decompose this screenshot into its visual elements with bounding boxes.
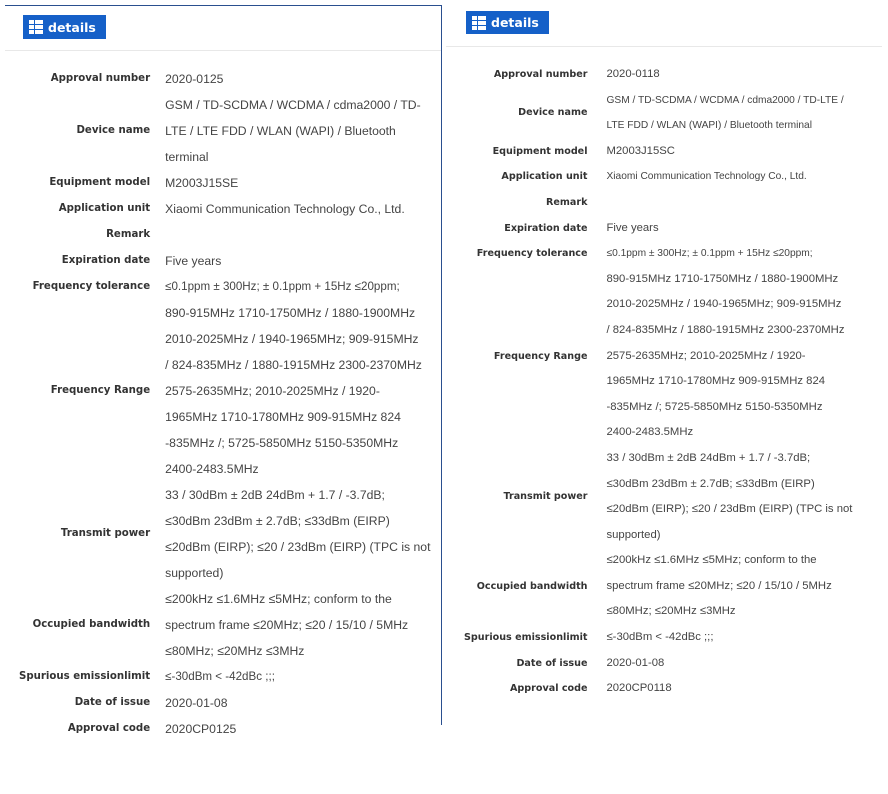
field-value-line: ≤-30dBm < -42dBc ;;; (165, 670, 275, 683)
detail-row (464, 625, 866, 651)
field-value-line: spectrum frame ≤20MHz; ≤20 / 15/10 / 5MHz (606, 579, 832, 592)
field-value-line: 2010-2025MHz / 1940-1965MHz; 909-915MHz (606, 298, 842, 311)
detail-row (19, 66, 430, 92)
detail-row (19, 586, 430, 664)
field-value-line: GSM / TD-SCDMA / WCDMA / cdma2000 / TD-LTE / (606, 94, 844, 106)
field-value (165, 274, 430, 300)
field-value (165, 664, 430, 690)
field-value-line: 2575-2635MHz; 2010-2025MHz / 1920- (606, 349, 806, 362)
field-value (606, 190, 866, 216)
field-label: Expiration date (61, 255, 151, 266)
field-value (606, 241, 866, 267)
field-label: Frequency Range (493, 350, 588, 362)
field-value-line: 33 / 30dBm ± 2dB 24dBm + 1.7 / -3.7dB; (606, 451, 811, 464)
field-label: Transmit power (503, 491, 588, 503)
field-label: Remark (546, 196, 588, 208)
field-label: Device name (76, 125, 151, 136)
detail-row (464, 216, 866, 242)
field-label: Approval code (509, 683, 588, 695)
field-value (165, 716, 430, 742)
detail-row (464, 676, 866, 702)
field-value-line: ≤30dBm 23dBm ± 2.7dB; ≤33dBm (EIRP) (606, 477, 815, 490)
detail-row (19, 716, 430, 742)
field-value-line: ≤20dBm (EIRP); ≤20 / 23dBm (EIRP) (TPC is not (606, 503, 853, 516)
field-value (165, 248, 430, 274)
detail-row (464, 267, 866, 446)
field-value-line: / 824-835MHz / 1880-1915MHz 2300-2370MHz (165, 358, 422, 372)
field-value-line: 2020-01-08 (606, 656, 665, 669)
detail-row (464, 651, 866, 677)
field-value (165, 66, 430, 92)
field-value-line: supported) (165, 566, 224, 580)
field-value-line: 2020-0118 (606, 68, 660, 80)
field-value-line: 2020CP0118 (606, 682, 672, 695)
field-value-line: spectrum frame ≤20MHz; ≤20 / 15/10 / 5MHz (165, 618, 409, 632)
field-value-line: M2003J15SC (606, 144, 675, 157)
field-value (606, 164, 866, 190)
field-label: Occupied bandwidth (32, 619, 151, 630)
field-label: Equipment model (49, 177, 151, 188)
field-label: Transmit power (60, 528, 151, 539)
field-value-line: 1965MHz 1710-1780MHz 909-915MHz 824 (165, 410, 401, 424)
field-label: Approval number (50, 73, 151, 84)
field-value (606, 651, 866, 677)
header-divider (5, 50, 441, 51)
field-value-line: 1965MHz 1710-1780MHz 909-915MHz 824 (606, 375, 826, 388)
field-value-line: LTE FDD / WLAN (WAPI) / Bluetooth terminal (606, 120, 812, 132)
detail-row (19, 222, 430, 248)
field-value (606, 446, 866, 548)
field-value-line: 33 / 30dBm ± 2dB 24dBm + 1.7 / -3.7dB; (165, 488, 385, 502)
detail-row (19, 300, 430, 482)
field-label-line: Spurious emission (19, 671, 125, 682)
details-table (464, 62, 866, 702)
detail-row (19, 170, 430, 196)
detail-row (19, 482, 430, 586)
field-value-line: ≤20dBm (EIRP); ≤20 / 23dBm (EIRP) (TPC is not (165, 540, 431, 554)
field-value-line: GSM / TD-SCDMA / WCDMA / cdma2000 / TD- (165, 98, 421, 112)
field-value-line: -835MHz /; 5725-5850MHz 5150-5350MHz (165, 436, 399, 450)
field-value-line: supported) (606, 528, 661, 541)
field-value-line: 2020-01-08 (165, 696, 228, 710)
field-value-line: ≤200kHz ≤1.6MHz ≤5MHz; conform to the (165, 592, 392, 606)
panel-right-border (441, 5, 442, 725)
field-label-line: limit (124, 671, 151, 682)
field-label: Equipment model (492, 145, 588, 157)
detail-row (464, 62, 866, 88)
field-value-line: 2400-2483.5MHz (606, 426, 694, 439)
details-header (466, 11, 549, 34)
field-value-line: ≤80MHz; ≤20MHz ≤3MHz (606, 605, 736, 618)
details-title: details (48, 19, 96, 35)
field-label: Approval number (493, 69, 588, 80)
field-value-line: terminal (165, 150, 209, 164)
field-value (606, 625, 866, 651)
detail-row (19, 196, 430, 222)
field-value-line: 2575-2635MHz; 2010-2025MHz / 1920- (165, 384, 380, 398)
field-value-line: ≤0.1ppm ± 300Hz; ± 0.1ppm + 15Hz ≤20ppm; (606, 248, 813, 260)
list-icon (29, 20, 43, 34)
field-value-line: Xiaomi Communication Technology Co., Ltd. (165, 202, 405, 216)
field-value-line: / 824-835MHz / 1880-1915MHz 2300-2370MHz (606, 323, 845, 336)
field-value (165, 170, 430, 196)
field-value (606, 88, 866, 139)
field-label (464, 625, 606, 651)
field-label: Device name (518, 107, 588, 119)
field-label: Date of issue (516, 657, 588, 669)
field-label: Approval code (67, 723, 151, 734)
detail-row (19, 664, 430, 690)
field-value (606, 548, 866, 625)
field-label-line: Spurious emission (464, 632, 564, 644)
detail-row (464, 139, 866, 165)
detail-row (464, 190, 866, 216)
detail-row (464, 88, 866, 139)
field-value (606, 216, 866, 242)
field-value (165, 300, 430, 482)
field-value-line: Five years (165, 254, 222, 268)
field-value (165, 482, 430, 586)
field-value (606, 676, 866, 702)
field-value-line: M2003J15SE (165, 176, 239, 190)
field-value-line: 2020CP0125 (165, 722, 237, 736)
field-value-line: LTE / LTE FDD / WLAN (WAPI) / Bluetooth (165, 124, 396, 138)
field-value (165, 92, 430, 170)
detail-row (464, 446, 866, 548)
field-label: Application unit (58, 203, 151, 214)
approval-panel-right (446, 3, 882, 733)
field-value-line (165, 222, 430, 248)
field-value-line: ≤-30dBm < -42dBc ;;; (606, 631, 714, 644)
field-value-line: ≤30dBm 23dBm ± 2.7dB; ≤33dBm (EIRP) (165, 514, 390, 528)
field-value (606, 139, 866, 165)
field-value (165, 196, 430, 222)
field-value-line: Xiaomi Communication Technology Co., Ltd. (606, 171, 807, 183)
field-value-line: -835MHz /; 5725-5850MHz 5150-5350MHz (606, 400, 823, 413)
detail-row (19, 274, 430, 300)
detail-row (464, 548, 866, 625)
detail-row (19, 92, 430, 170)
approval-panel-left (5, 5, 441, 791)
field-value (606, 62, 866, 88)
detail-row (464, 164, 866, 190)
field-label: Expiration date (504, 222, 588, 234)
field-value (165, 690, 430, 716)
field-label: Occupied bandwidth (476, 580, 588, 592)
panel-top-border (5, 5, 441, 6)
detail-row (464, 241, 866, 267)
field-value-line: 2400-2483.5MHz (165, 462, 259, 476)
field-label: Frequency tolerance (476, 248, 588, 260)
field-value-line: 890-915MHz 1710-1750MHz / 1880-1900MHz (165, 306, 416, 320)
field-value (165, 586, 430, 664)
field-value-line: 890-915MHz 1710-1750MHz / 1880-1900MHz (606, 272, 839, 285)
details-table (19, 66, 430, 742)
field-value (165, 222, 430, 248)
field-value-line: Five years (606, 221, 659, 234)
detail-row (19, 690, 430, 716)
detail-row (19, 248, 430, 274)
field-label: Date of issue (74, 697, 151, 708)
field-value-line: ≤80MHz; ≤20MHz ≤3MHz (165, 644, 305, 658)
field-value (606, 267, 866, 446)
list-icon (472, 16, 486, 30)
field-value-line (606, 190, 866, 216)
field-label: Remark (106, 229, 151, 240)
field-label: Frequency Range (50, 385, 151, 396)
field-label-line: limit (563, 632, 588, 644)
field-value-line: 2020-0125 (165, 72, 224, 86)
field-value-line: 2010-2025MHz / 1940-1965MHz; 909-915MHz (165, 332, 419, 346)
details-header (23, 15, 106, 39)
field-value-line: ≤0.1ppm ± 300Hz; ± 0.1ppm + 15Hz ≤20ppm; (165, 280, 400, 293)
header-divider (446, 46, 882, 47)
field-label: Application unit (501, 171, 588, 183)
field-label: Frequency tolerance (32, 281, 151, 292)
field-value-line: ≤200kHz ≤1.6MHz ≤5MHz; conform to the (606, 554, 817, 567)
field-label (19, 664, 165, 690)
details-title: details (491, 15, 539, 30)
